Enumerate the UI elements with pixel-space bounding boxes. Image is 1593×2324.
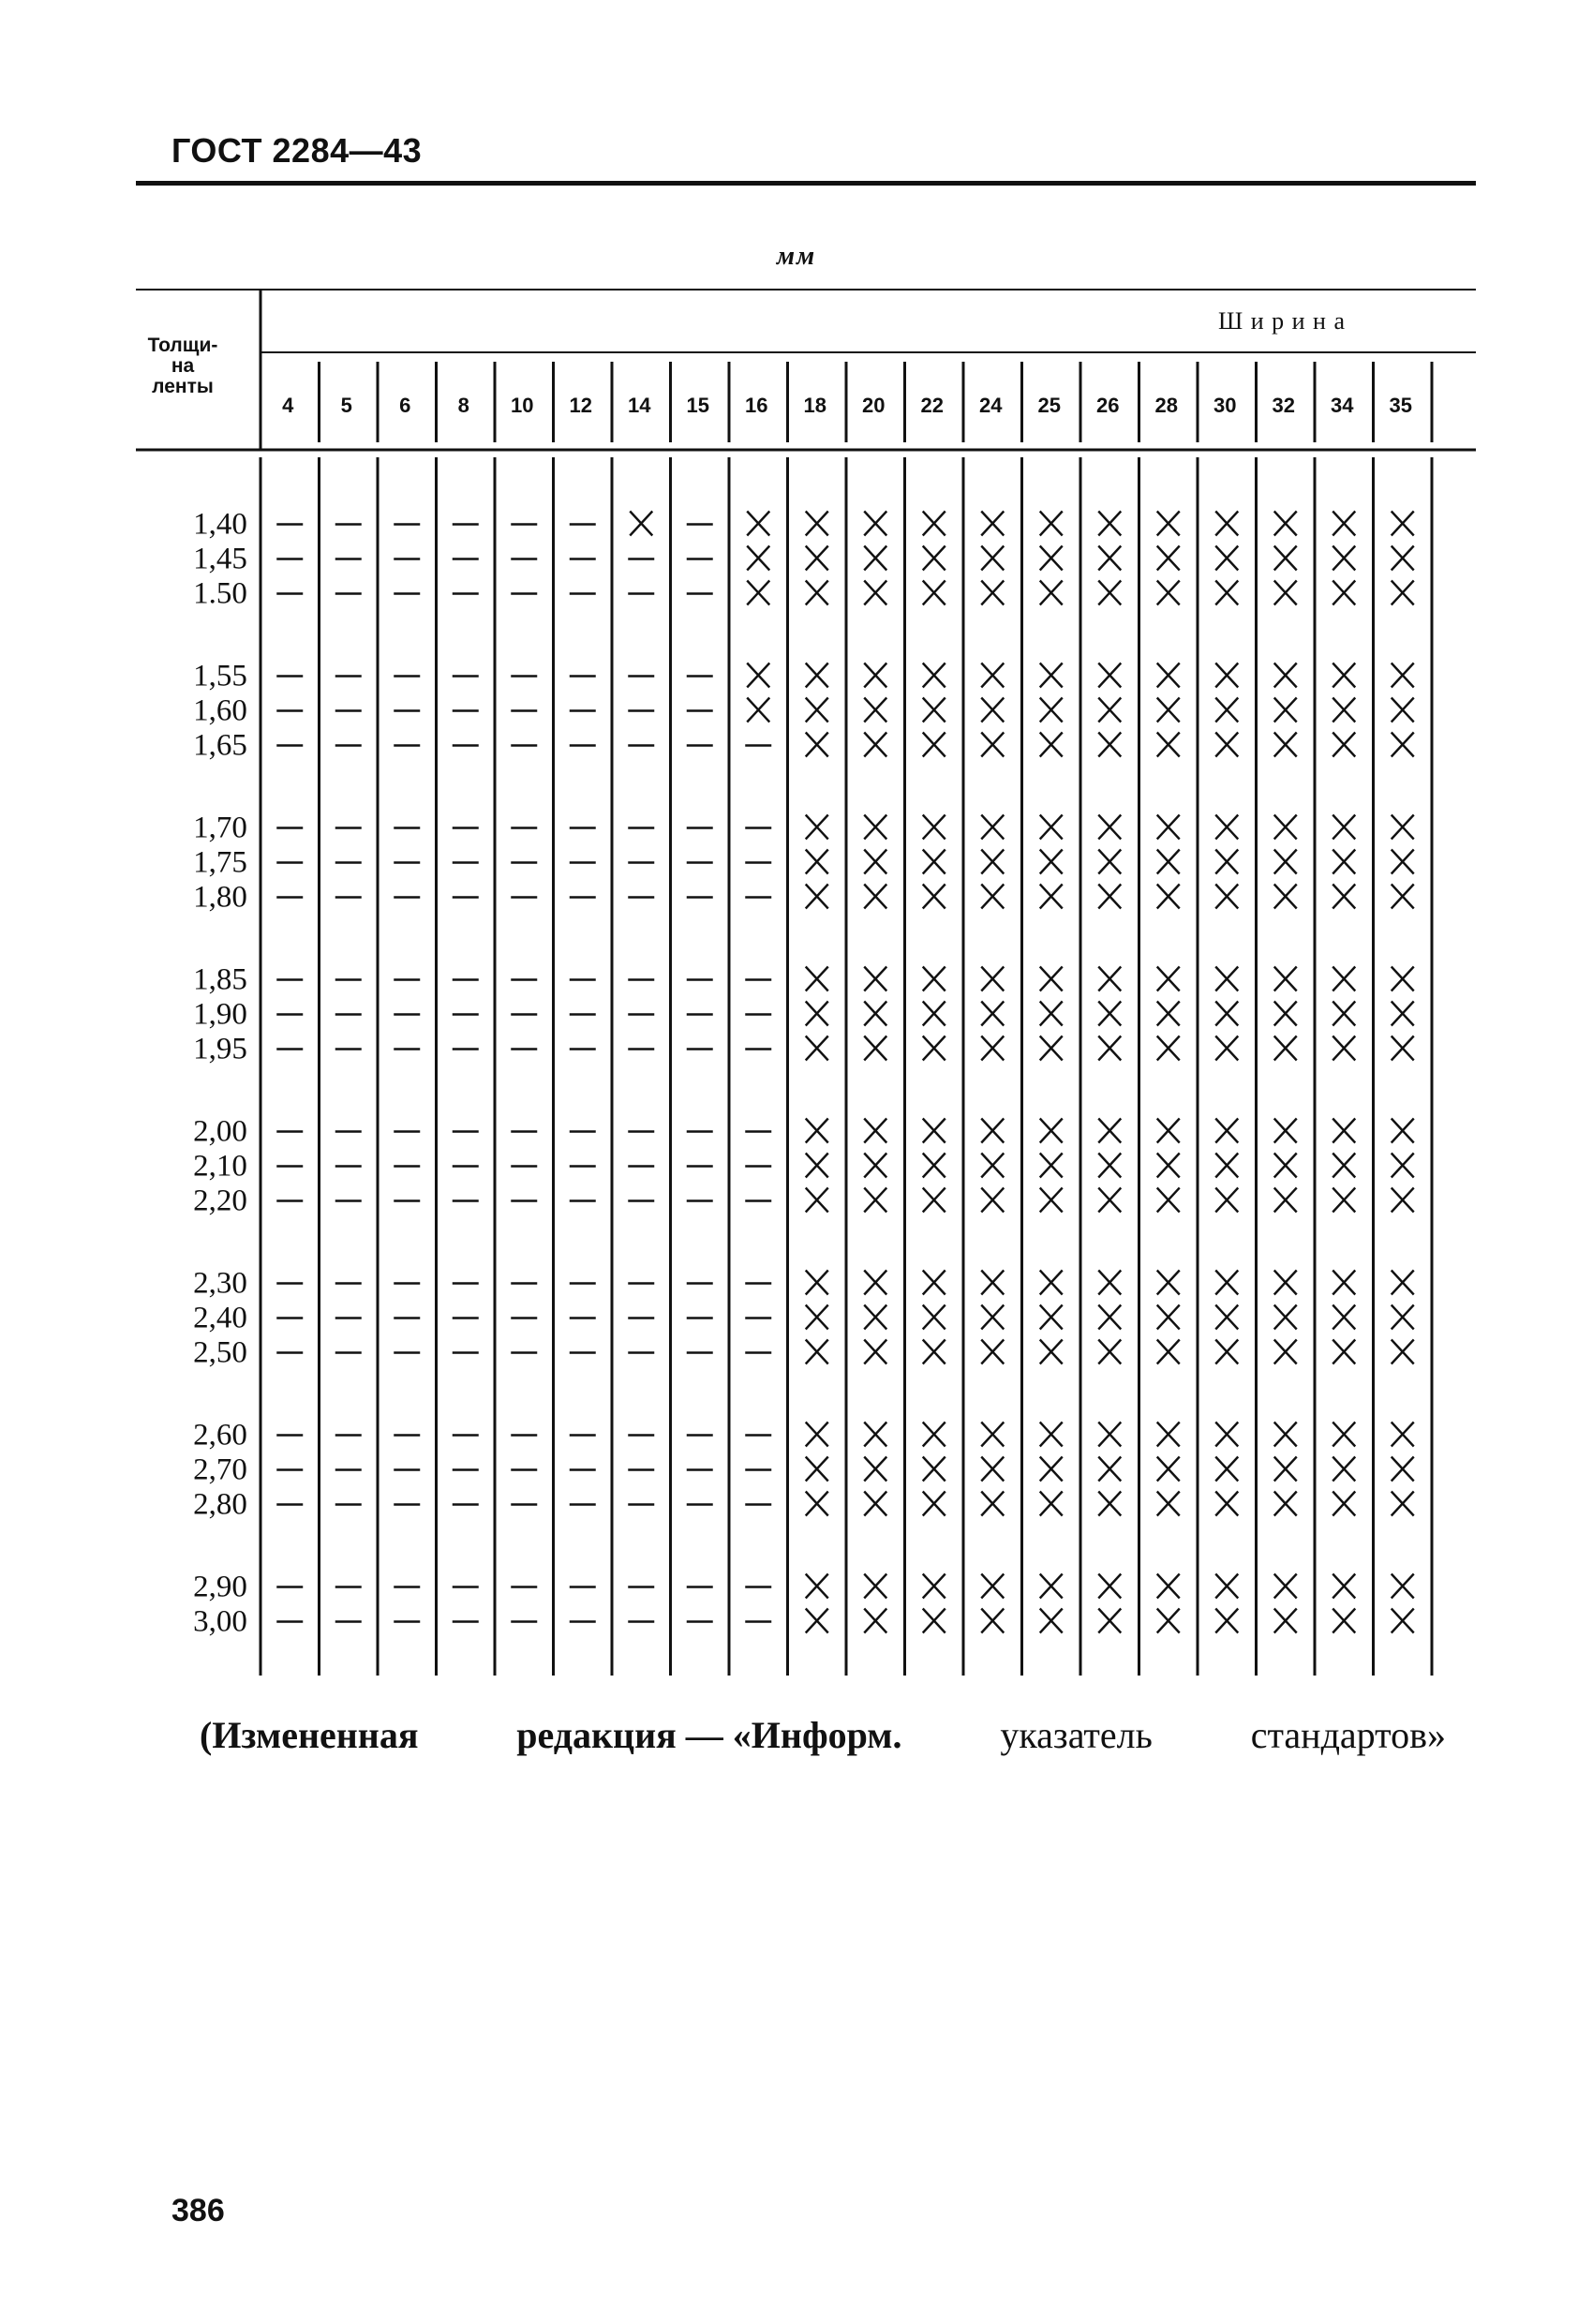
thickness-label: 1,90 (193, 997, 247, 1032)
thickness-label: 3,00 (193, 1604, 247, 1639)
thickness-label: 2,90 (193, 1570, 247, 1604)
document-title: ГОСТ 2284—43 (171, 131, 423, 170)
width-column-header: 5 (340, 394, 352, 417)
width-column-header: 30 (1213, 394, 1237, 417)
width-column-header: 8 (457, 394, 469, 417)
thickness-label: 1,80 (193, 880, 247, 915)
width-column-header: 32 (1272, 394, 1295, 417)
width-column-header: 22 (920, 394, 944, 417)
thickness-label: 1.50 (193, 576, 247, 611)
thickness-label: 2,60 (193, 1418, 247, 1452)
width-column-header: 34 (1331, 394, 1354, 417)
thickness-label: 2,00 (193, 1114, 247, 1149)
width-column-header: 4 (282, 394, 294, 417)
header-rule (136, 181, 1476, 186)
thickness-label: 2,80 (193, 1487, 247, 1522)
thickness-label: 1,75 (193, 845, 247, 880)
footnote-word: (Измененная (200, 1714, 419, 1756)
thickness-label: 2,40 (193, 1301, 247, 1335)
thickness-label: 1,95 (193, 1032, 247, 1066)
width-column-header: 15 (686, 394, 709, 417)
row-header-label: Толщи- (147, 335, 218, 356)
width-column-header: 24 (979, 394, 1003, 417)
width-column-header: 18 (803, 394, 826, 417)
width-column-header: 25 (1037, 394, 1061, 417)
width-column-header: 35 (1389, 394, 1412, 417)
footnote-word: редакция — «Информ. (516, 1714, 902, 1756)
thickness-label: 2,70 (193, 1452, 247, 1487)
width-column-header: 12 (569, 394, 592, 417)
width-column-header: 26 (1096, 394, 1120, 417)
width-column-header: 6 (399, 394, 411, 417)
thickness-label: 1,65 (193, 728, 247, 763)
thickness-label: 1,60 (193, 693, 247, 728)
thickness-label: 2,20 (193, 1184, 247, 1218)
page-number: 386 (171, 2193, 225, 2228)
width-column-header: 20 (862, 394, 886, 417)
thickness-label: 1,40 (193, 507, 247, 542)
footnote-word: указатель (1000, 1714, 1153, 1756)
width-column-header: 10 (511, 394, 534, 417)
footnote-word: стандартов» (1250, 1714, 1446, 1756)
row-header-label: ленты (152, 376, 214, 397)
thickness-label: 1,45 (193, 542, 247, 576)
units-label: мм (776, 242, 817, 271)
width-column-header: 14 (628, 394, 651, 417)
row-header-label: на (171, 355, 195, 377)
thickness-label: 2,50 (193, 1335, 247, 1370)
thickness-label: 1,85 (193, 962, 247, 997)
footnote (200, 1713, 1446, 1757)
thickness-label: 2,30 (193, 1266, 247, 1301)
thickness-label: 1,55 (193, 659, 247, 693)
thickness-label: 2,10 (193, 1149, 247, 1184)
width-header-label: Ш и р и н а (1217, 307, 1347, 335)
thickness-width-table (136, 289, 1476, 1694)
width-column-header: 28 (1154, 394, 1178, 417)
width-column-header: 16 (745, 394, 768, 417)
thickness-label: 1,70 (193, 811, 247, 845)
